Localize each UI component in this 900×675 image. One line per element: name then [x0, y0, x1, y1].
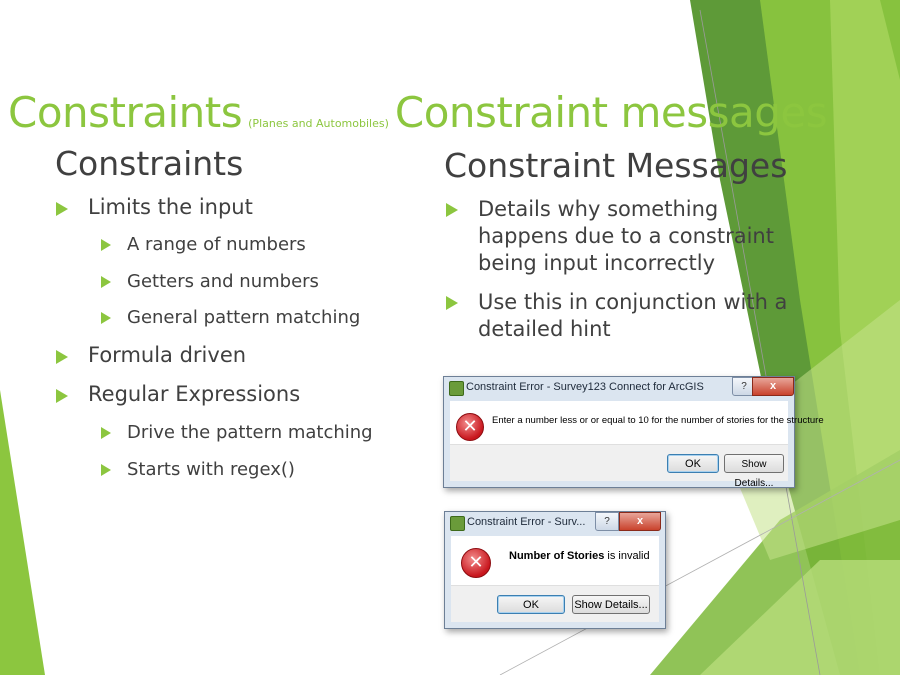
- slide-title: [8, 88, 827, 137]
- ok-button[interactable]: OK: [667, 454, 719, 473]
- constraint-error-dialog-large: [443, 376, 824, 489]
- bullet-details-line: being input incorrectly: [478, 251, 716, 275]
- bullet-triangle-icon: [101, 239, 111, 251]
- bullet-general-pattern: General pattern matching: [127, 307, 361, 328]
- help-button[interactable]: ?: [732, 377, 756, 396]
- bullet-use-hint: [478, 289, 808, 343]
- bullet-formula-driven: Formula driven: [88, 343, 247, 367]
- survey123-app-icon: [450, 516, 465, 531]
- help-button[interactable]: ?: [595, 512, 619, 531]
- bullet-triangle-icon: [56, 389, 68, 403]
- dialog-titlebar: [444, 377, 794, 399]
- error-message-rest: is invalid: [604, 550, 650, 562]
- error-icon: ✕: [461, 548, 491, 578]
- bullet-triangle-icon: [101, 276, 111, 288]
- bullet-range-numbers: A range of numbers: [127, 234, 306, 255]
- bullet-limits-input: Limits the input: [88, 195, 253, 219]
- bullet-triangle-icon: [101, 312, 111, 324]
- title-subtitle: (Planes and Automobiles): [248, 117, 389, 130]
- bullet-triangle-icon: [56, 350, 68, 364]
- bullet-getters-numbers: Getters and numbers: [127, 271, 319, 292]
- ok-button[interactable]: OK: [497, 595, 565, 614]
- bullet-triangle-icon: [446, 203, 458, 217]
- dialog-title: Constraint Error - Survey123 Connect for ArcGIS: [466, 381, 704, 393]
- title-constraint-messages: Constraint messages: [394, 88, 828, 137]
- title-constraints: Constraints: [8, 88, 243, 137]
- bullet-triangle-icon: [101, 464, 111, 476]
- error-icon: ✕: [456, 413, 484, 441]
- error-message-field: Number of Stories: [509, 550, 605, 562]
- close-button[interactable]: x: [619, 512, 661, 531]
- dialog-body: [451, 536, 659, 622]
- dialog-title: Constraint Error - Surv...: [467, 516, 586, 528]
- bullet-triangle-icon: [446, 296, 458, 310]
- bullet-use-hint-line: Use this in conjunction with a: [478, 290, 788, 314]
- bullet-use-hint-line: detailed hint: [478, 317, 611, 341]
- dialog-titlebar: [445, 512, 665, 534]
- bullet-details-line: Details why something: [478, 197, 719, 221]
- bullet-starts-regex: Starts with regex(): [127, 459, 295, 480]
- close-button[interactable]: x: [752, 377, 794, 396]
- bullet-details-line: happens due to a constraint: [478, 224, 774, 248]
- dialog-footer: [450, 444, 788, 489]
- constraint-error-dialog-small: [444, 511, 666, 629]
- bg-shape-left-strip: [0, 390, 45, 675]
- bullet-regular-expressions: Regular Expressions: [88, 382, 301, 406]
- show-details-button[interactable]: Show Details...: [572, 595, 650, 614]
- error-message: Enter a number less or or equal to 10 for the number of stories for the structure: [492, 415, 824, 426]
- survey123-app-icon: [449, 381, 464, 396]
- show-details-button[interactable]: Show Details...: [724, 454, 784, 473]
- bullet-triangle-icon: [101, 427, 111, 439]
- left-heading: Constraints: [55, 144, 244, 183]
- bullet-drive-pattern: Drive the pattern matching: [127, 422, 373, 443]
- error-message: [509, 550, 650, 562]
- dialog-footer: [451, 585, 659, 622]
- dialog-body: [450, 401, 824, 489]
- bullet-details-why: [478, 196, 808, 277]
- right-heading: Constraint Messages: [444, 146, 788, 185]
- bullet-triangle-icon: [56, 202, 68, 216]
